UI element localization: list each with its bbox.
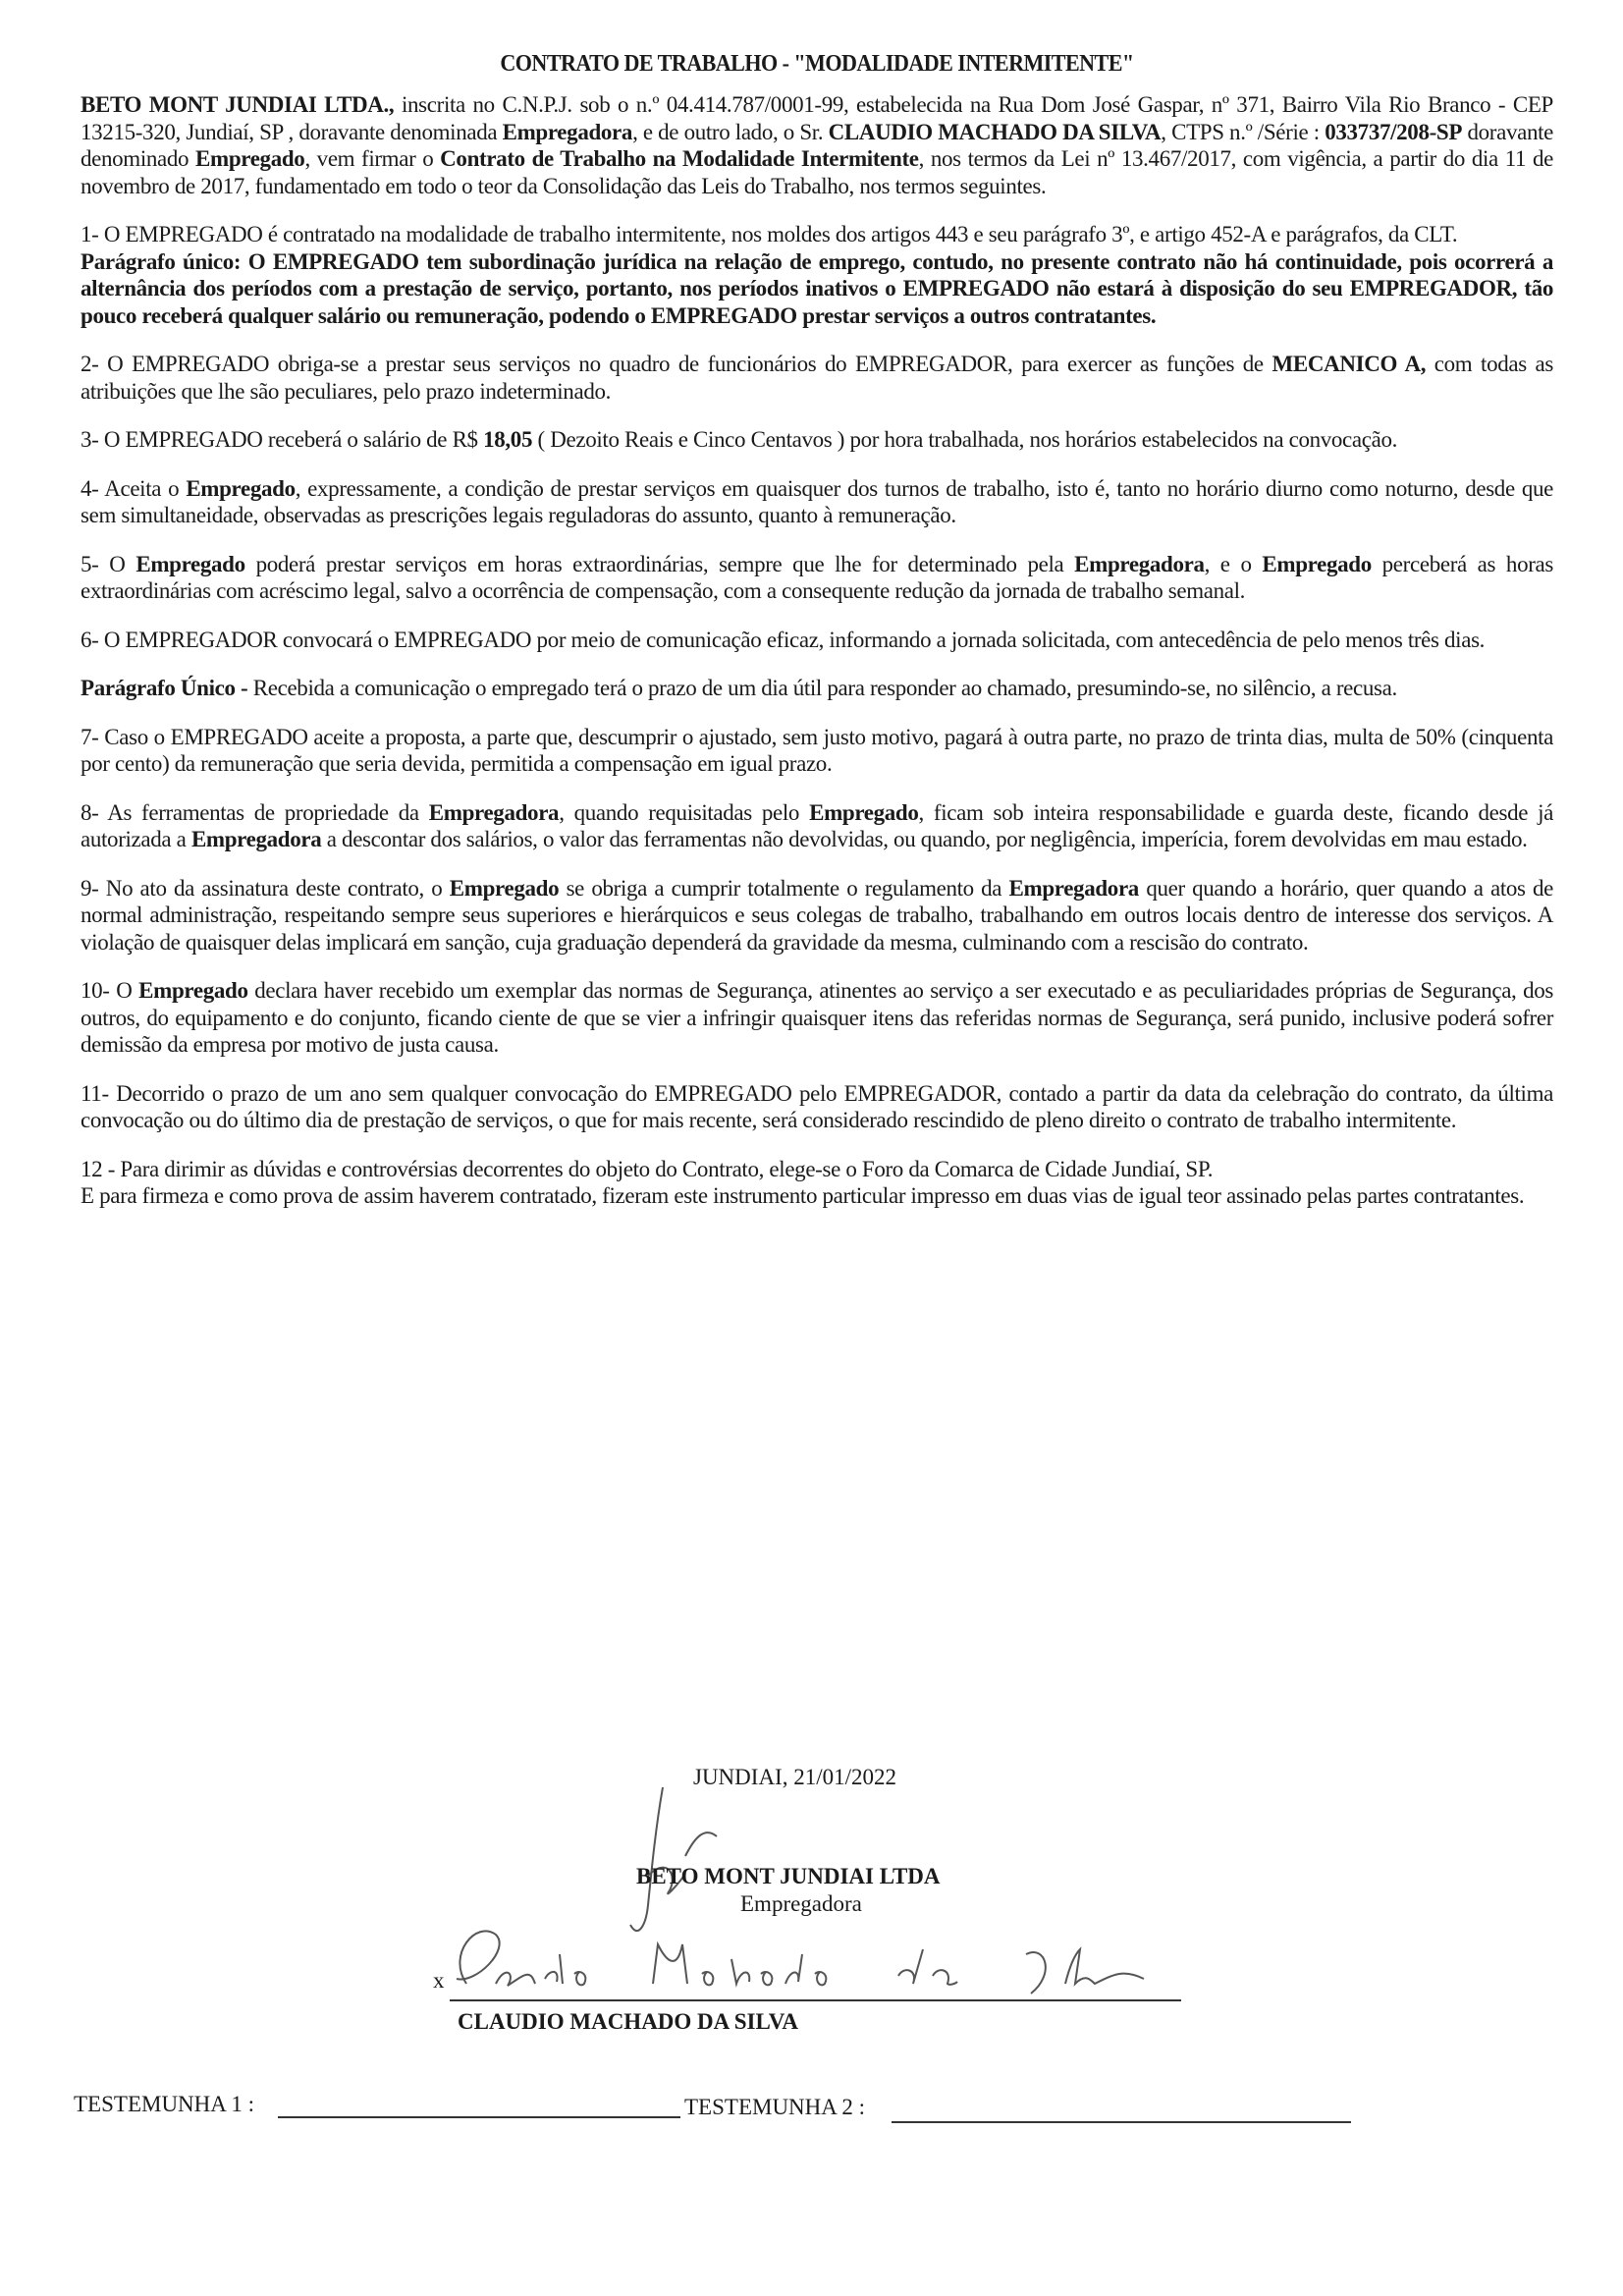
intro-text: , e de outro lado, o Sr. xyxy=(632,119,829,144)
ctps-number: 033737/208-SP xyxy=(1325,119,1463,144)
clause-text: , ficam sob inteira responsabilidade e guarda deste, ficando desde já autorizada a xyxy=(81,799,1553,851)
clause-7: 7- Caso o EMPREGADO aceite a proposta, a parte que, descumprir o ajustado, sem justo motivo, pagará à outra parte, no prazo de trinta dias, multa de 50% (cinquenta por cento) da remuneração que seria devida, permitida a compensação em igual prazo. xyxy=(81,724,1553,776)
clause-text: com todas as atribuições que lhe são peculiares, pelo prazo indeterminado. xyxy=(81,352,1553,404)
bold-term: Empregadora xyxy=(428,799,560,825)
document-title: CONTRATO DE TRABALHO - "MODALIDADE INTERMITENTE" xyxy=(500,51,1134,77)
witness-1-label: TESTEMUNHA 1 : xyxy=(74,2092,254,2116)
clause-text: ( Dezoito Reais e Cinco Centavos ) por hora trabalhada, nos horários estabelecidos na convocação. xyxy=(532,427,1398,452)
bold-term: Empregadora xyxy=(1008,875,1139,901)
clause-text: , quando requisitadas pelo xyxy=(559,799,810,825)
clause-text: 10- O xyxy=(81,978,139,1003)
clause-text: Recebida a comunicação o empregado terá o prazo de um dia útil para responder ao chamado, presumindo-se, no silêncio, a recusa. xyxy=(247,676,1397,700)
clause-1-paragraph: Parágrafo único: O EMPREGADO tem subordinação jurídica na relação de emprego, contudo, no presente contrato não há continuidade, pois ocorrerá a alternância dos períodos com a prestação de serviço, portanto, nos períodos inativos o EMPREGADO não estará à disposição do seu EMPREGADOR, tão pouco receberá qualquer salário ou remuneração, podendo o EMPREGADO prestar serviços a outros contratantes. xyxy=(81,248,1553,328)
bold-term: Empregado xyxy=(1262,551,1372,576)
employee-signature-mark: x xyxy=(433,1968,445,1993)
clause-text: 9- No ato da assinatura deste contrato, o xyxy=(81,875,450,901)
paragraph-label: Parágrafo Único - xyxy=(81,676,248,700)
employer-label: Empregadora xyxy=(502,119,633,144)
bold-term: Empregado xyxy=(809,799,919,825)
witness-2-line[interactable] xyxy=(892,2121,1351,2123)
bold-term: Empregadora xyxy=(1074,551,1205,576)
clause-9 xyxy=(81,875,1553,957)
bold-term: Empregado xyxy=(186,475,296,501)
clause-6-paragraph xyxy=(81,675,1553,702)
intro-paragraph xyxy=(81,91,1553,199)
clause-4 xyxy=(81,475,1553,529)
clause-6: 6- O EMPREGADOR convocará o EMPREGADO por meio de comunicação eficaz, informando a jornada solicitada, com antecedência de pelo menos três dias. xyxy=(81,627,1486,652)
employer-signature xyxy=(579,1768,756,1944)
bold-term: Empregadora xyxy=(190,827,322,851)
clause-text: , e o xyxy=(1204,551,1263,576)
clause-text: 8- As ferramentas de propriedade da xyxy=(81,799,429,825)
contract-page xyxy=(81,51,1553,1231)
intro-text: , CTPS n.º /Série : xyxy=(1161,119,1325,144)
employee-signature-line xyxy=(450,1999,1181,2001)
employee-name-signature: CLAUDIO MACHADO DA SILVA xyxy=(458,2009,798,2034)
job-role: MECANICO A, xyxy=(1271,352,1427,376)
clause-10 xyxy=(81,977,1553,1059)
closing-statement: E para firmeza e como prova de assim haverem contratado, fizeram este instrumento particular impresso em duas vias de igual teor assinado pelas partes contratantes. xyxy=(81,1183,1525,1208)
clause-text: 4- Aceita o xyxy=(81,475,187,501)
clause-5 xyxy=(81,551,1553,605)
clause-11: 11- Decorrido o prazo de um ano sem qualquer convocação do EMPREGADO pelo EMPREGADOR, contado a partir da data da celebração do contrato, da última convocação ou do último dia de prestação de serviços, o que for mais recente, será considerado rescindido de pleno direito o contrato de trabalho intermitente. xyxy=(81,1080,1553,1132)
employee-signature xyxy=(437,1915,1380,2003)
intro-text: , nos termos da Lei nº 13.467/2017, com vigência, a partir do dia 11 de novembro de 2017, fundamentado em todo o teor da Consolidação das Leis do Trabalho, nos termos seguintes. xyxy=(81,146,1553,198)
place-date: JUNDIAI, 21/01/2022 xyxy=(693,1765,896,1789)
employer-name-signature: BETO MONT JUNDIAI LTDA xyxy=(636,1864,941,1888)
bold-term: Empregado xyxy=(138,978,248,1003)
employee-label: Empregado xyxy=(195,146,305,171)
clause-text: , expressamente, a condição de prestar serviços em quaisquer dos turnos de trabalho, isto é, tanto no horário diurno como noturno, desde que sem simultaneidade, observadas as prescrições legais reguladoras do assunto, quanto à remuneração. xyxy=(81,475,1553,527)
witness-1-line[interactable] xyxy=(278,2116,680,2118)
clause-text: poderá prestar serviços em horas extraordinárias, sempre que lhe for determinado pela xyxy=(244,551,1075,576)
employer-name: BETO MONT JUNDIAI LTDA., xyxy=(81,92,395,117)
clause-text: se obriga a cumprir totalmente o regulamento da xyxy=(559,875,1009,901)
clause-text: 2- O EMPREGADO obriga-se a prestar seus serviços no quadro de funcionários do EMPREGADOR, para exercer as funções de xyxy=(81,352,1272,376)
salary-value: 18,05 xyxy=(483,427,533,452)
employee-name: CLAUDIO MACHADO DA SILVA xyxy=(828,119,1162,144)
clause-12: 12 - Para dirimir as dúvidas e controvérsias decorrentes do objeto do Contrato, elege-se o Foro da Comarca de Cidade Jundiaí, SP. xyxy=(81,1156,1214,1181)
intro-text: , vem firmar o xyxy=(304,146,441,171)
clause-text: quer quando a horário, quer quando a atos de normal administração, respeitando sempre seus superiores e hierárquicos e seus colegas de trabalho, trabalhando em outros locais dentro de interesse dos serviços. A violação de quaisquer delas implicará em sanção, cuja graduação dependerá da gravidade da mesma, culminando com a rescisão do contrato. xyxy=(81,875,1553,955)
intro-text: doravante denominado xyxy=(81,119,1553,171)
intro-text: inscrita no C.N.P.J. sob o n.º 04.414.787/0001-99, estabelecida na Rua Dom José Gaspar, nº 371, Bairro Vila Rio Branco - CEP 13215-320, Jundiaí, SP , doravante denominada xyxy=(81,92,1553,144)
clause-text: 3- O EMPREGADO receberá o salário de R$ xyxy=(81,427,484,452)
clause-text: declara haver recebido um exemplar das normas de Segurança, atinentes ao serviço a ser executado e as peculiaridades próprias de Segurança, dos outros, do equipamento e do conjunto, ficando ciente de que se vier a infringir quaisquer itens das referidas normas de Segurança, será punido, inclusive poderá sofrer demissão da empresa por motivo de justa causa. xyxy=(81,978,1553,1057)
contract-label: Contrato de Trabalho na Modalidade Intermitente xyxy=(440,146,919,171)
clause-text: a descontar dos salários, o valor das ferramentas não devolvidas, ou quando, por negligência, imperícia, forem devolvidas em mau estado. xyxy=(321,827,1528,851)
clause-text: perceberá as horas extraordinárias com acréscimo legal, salvo a ocorrência de compensação, com a consequente redução da jornada de trabalho semanal. xyxy=(81,551,1553,603)
clause-text: 5- O xyxy=(81,551,136,576)
bold-term: Empregado xyxy=(135,551,245,576)
employer-role: Empregadora xyxy=(740,1891,862,1916)
clause-2 xyxy=(81,351,1553,405)
clause-1: 1- O EMPREGADO é contratado na modalidade de trabalho intermitente, nos moldes dos artigos 443 e seu parágrafo 3º, e artigo 452-A e parágrafos, da CLT. xyxy=(81,222,1458,246)
witness-2-label: TESTEMUNHA 2 : xyxy=(684,2095,865,2119)
clause-3 xyxy=(81,426,1553,454)
bold-term: Empregado xyxy=(449,875,560,901)
clause-8 xyxy=(81,799,1553,853)
